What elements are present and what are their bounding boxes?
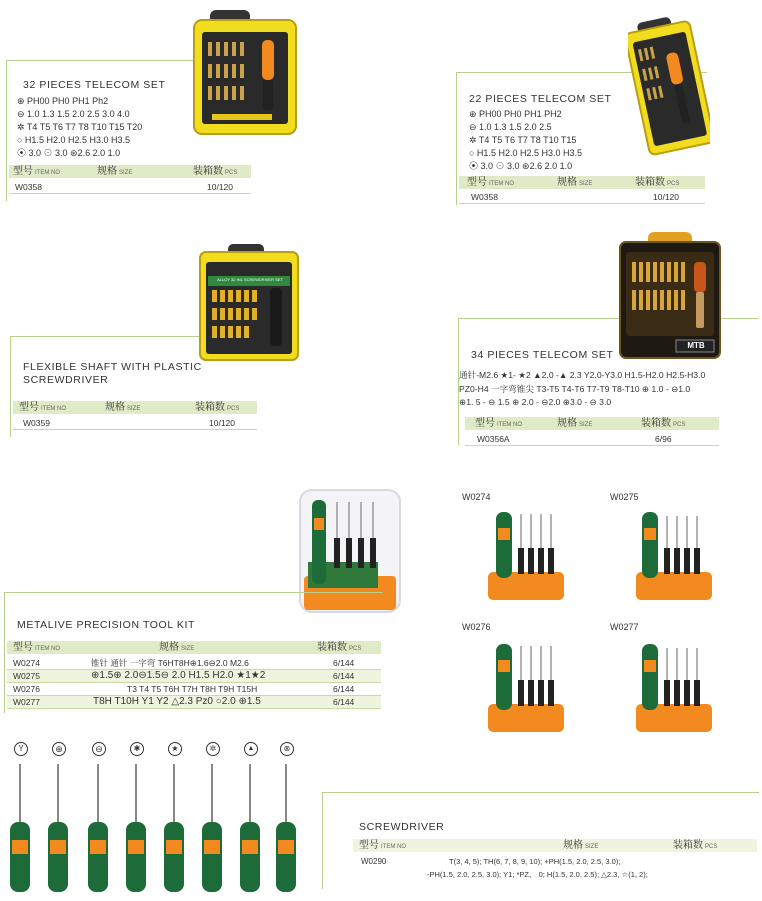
size-header: 规格 — [557, 418, 577, 429]
table-header — [459, 176, 705, 189]
table-header — [465, 417, 719, 430]
table-row — [465, 433, 719, 446]
pcs-value: 10/120 — [653, 192, 679, 202]
spec-line: 通针-M2.6 ★1- ★2 ▲2.0 -▲ 2.3 Y2.0-Y3.0 H1.5-H2.0 H2.5-H3.0 — [459, 370, 706, 380]
pcs-header-en: PCS — [673, 422, 686, 428]
product-image-32pcs — [192, 10, 300, 138]
product-title: 32 PIECES TELECOM SET — [23, 79, 166, 91]
item-header: 型号 — [359, 840, 379, 851]
pcs-header-en: PCS — [227, 406, 240, 412]
pcs-header: 装箱数 — [635, 177, 665, 188]
item-header-en: ITEM NO — [489, 181, 514, 187]
stand-label: W0275 — [610, 492, 639, 502]
spec-line: ⊕ PH00 PH0 PH1 Ph2 — [17, 96, 109, 106]
size-header-en: SIZE — [127, 406, 141, 412]
size-header: 规格 — [159, 642, 179, 653]
item-header-en: ITEM NO — [35, 170, 60, 176]
pcs-header-en: PCS — [705, 844, 718, 850]
item-header: 型号 — [475, 418, 495, 429]
stand-label: W0276 — [462, 622, 491, 632]
stand-label: W0274 — [462, 492, 491, 502]
pcs-value: 6/96 — [655, 434, 672, 444]
size-header-en: SIZE — [119, 170, 133, 176]
item-header: 型号 — [19, 402, 39, 413]
pcs-header-en: PCS — [225, 170, 238, 176]
pcs-value: 6/144 — [333, 684, 355, 694]
pcs-header-en: PCS — [349, 646, 362, 652]
item-header: 型号 — [13, 642, 33, 653]
product-title: 22 PIECES TELECOM SET — [469, 93, 612, 105]
pcs-value: 10/120 — [207, 182, 233, 192]
table-row — [7, 683, 381, 696]
package-label: ALLOY 32 IN1 SCREWDRIVER SET — [217, 277, 283, 282]
size-value: 锥针 通针 一字弯 T6HT8H⊕1.6⊖2.0 M2.6 — [91, 658, 249, 668]
spec-line: ⊖ 1.0 1.3 1.5 2.0 2.5 — [469, 122, 552, 132]
size-line: -PH(1.5, 2.0, 2.5, 3.0); Y1; *PZ、 0; H(1.5, 2.0, 2.5); △2.3, ☆(1, 2); — [427, 870, 648, 879]
item-number: W0274 — [13, 658, 40, 668]
product-image-34pcs — [618, 232, 722, 360]
brand-badge: MTB — [687, 341, 705, 350]
spec-line: ⊕ PH00 PH0 PH1 PH2 — [469, 109, 562, 119]
pcs-header: 装箱数 — [317, 642, 347, 653]
size-value: ⊕1.5⊕ 2.0⊖1.5⊖ 2.0 H1.5 H2.0 ★1★2 — [91, 670, 266, 681]
product-title: 34 PIECES TELECOM SET — [471, 349, 614, 361]
table-row — [9, 181, 251, 194]
size-header-en: SIZE — [579, 181, 593, 187]
pcs-value: 6/144 — [333, 671, 355, 681]
spec-line: ⊕1. 5 - ⊖ 1.5 ⊕ 2.0 - ⊖2.0 ⊕3.0 - ⊖ 3.0 — [459, 397, 612, 407]
table-row — [7, 696, 381, 709]
size-value: T8H T10H Y1 Y2 △2.3 Pz0 ○2.0 ⊕1.5 — [93, 696, 261, 707]
product-panel-screwdriver — [322, 792, 759, 889]
size-header-en: SIZE — [181, 646, 195, 652]
stand-image-w0274 — [484, 506, 568, 602]
size-header: 规格 — [557, 177, 577, 188]
spec-line: ⦿ 3.0 ⊙ 3.0 ⊛2.6 2.0 1.0 — [17, 148, 121, 158]
product-title: METALIVE PRECISION TOOL KIT — [17, 619, 196, 631]
item-number: W0358 — [15, 182, 42, 192]
stand-image-w0275 — [632, 506, 716, 602]
pcs-value: 6/144 — [333, 697, 355, 707]
pcs-header: 装箱数 — [673, 840, 703, 851]
size-header: 规格 — [105, 402, 125, 413]
stand-image-w0276 — [484, 638, 568, 734]
item-number: W0275 — [13, 671, 40, 681]
item-number: W0356A — [477, 434, 510, 444]
stand-label: W0277 — [610, 622, 639, 632]
item-number: W0358 — [471, 192, 498, 202]
tip-icon-y: Y — [14, 742, 28, 756]
pcs-header-en: PCS — [667, 181, 680, 187]
table-header — [7, 641, 381, 654]
table-row — [13, 417, 257, 430]
table-row — [7, 670, 381, 683]
screwdriver-illustrations — [0, 756, 320, 896]
product-image-flexible-shaft — [198, 244, 300, 362]
table-header — [13, 401, 257, 414]
table-row — [7, 657, 381, 670]
size-header-en: SIZE — [585, 844, 599, 850]
item-header-en: ITEM NO — [41, 406, 66, 412]
stand-image-w0277 — [632, 638, 716, 734]
spec-line: ○ H1.5 H2.0 H2.5 H3.0 H3.5 — [469, 148, 582, 158]
tip-icon-triangle: ▲ — [244, 742, 258, 756]
pcs-value: 6/144 — [333, 658, 355, 668]
product-panel-precision-kit — [4, 592, 383, 713]
spec-line: ○ H1.5 H2.0 H2.5 H3.0 H3.5 — [17, 135, 130, 145]
item-header-en: ITEM NO — [35, 646, 60, 652]
spec-line: PZ0-H4 一字弯锥尖 T3-T5 T4-T6 T7-T9 T8-T10 ⊕ 1.0 - ⊖1.0 — [459, 384, 691, 394]
table-header — [9, 165, 251, 178]
product-title: SCREWDRIVER — [359, 821, 445, 833]
tip-icon-phillips: ⊕ — [52, 742, 66, 756]
tip-icon-star: ★ — [168, 742, 182, 756]
size-header-en: SIZE — [579, 422, 593, 428]
screwdriver-row — [0, 740, 320, 896]
table-row — [459, 191, 705, 204]
tip-icon-slotted: ⊖ — [92, 742, 106, 756]
item-number: W0359 — [23, 418, 50, 428]
pcs-header: 装箱数 — [641, 418, 671, 429]
size-header: 规格 — [563, 840, 583, 851]
item-number: W0276 — [13, 684, 40, 694]
tip-icon-torx: ✲ — [206, 742, 220, 756]
item-number: W0290 — [361, 857, 387, 866]
pcs-value: 10/120 — [209, 418, 235, 428]
item-header: 型号 — [467, 177, 487, 188]
size-line: T(3, 4, 5); TH(6, 7, 8, 9, 10); +PH(1.5, 2.0, 2.5, 3.0); — [449, 857, 621, 866]
table-header — [353, 839, 757, 852]
pcs-header: 装箱数 — [193, 166, 223, 177]
spec-line: ✲ T4 T5 T6 T7 T8 T10 T15 — [469, 135, 577, 145]
spec-line: ✲ T4 T5 T6 T7 T8 T10 T15 T20 — [17, 122, 143, 132]
item-number: W0277 — [13, 697, 40, 707]
size-header: 规格 — [97, 166, 117, 177]
spec-line: ⊖ 1.0 1.3 1.5 2.0 2.5 3.0 4.0 — [17, 109, 130, 119]
item-header: 型号 — [13, 166, 33, 177]
pcs-header: 装箱数 — [195, 402, 225, 413]
tip-icon-tamper: ⊗ — [280, 742, 294, 756]
spec-line: ⦿ 3.0 ⊙ 3.0 ⊛2.6 2.0 1.0 — [469, 161, 573, 171]
product-image-22pcs — [628, 14, 710, 156]
product-title-line: SCREWDRIVER — [23, 374, 109, 386]
size-value: T3 T4 T5 T6H T7H T8H T9H T15H — [127, 684, 258, 694]
product-title-line: FLEXIBLE SHAFT WITH PLASTIC — [23, 361, 202, 373]
item-header-en: ITEM NO — [497, 422, 522, 428]
tip-icon-pozidriv: ✱ — [130, 742, 144, 756]
item-header-en: ITEM NO — [381, 844, 406, 850]
